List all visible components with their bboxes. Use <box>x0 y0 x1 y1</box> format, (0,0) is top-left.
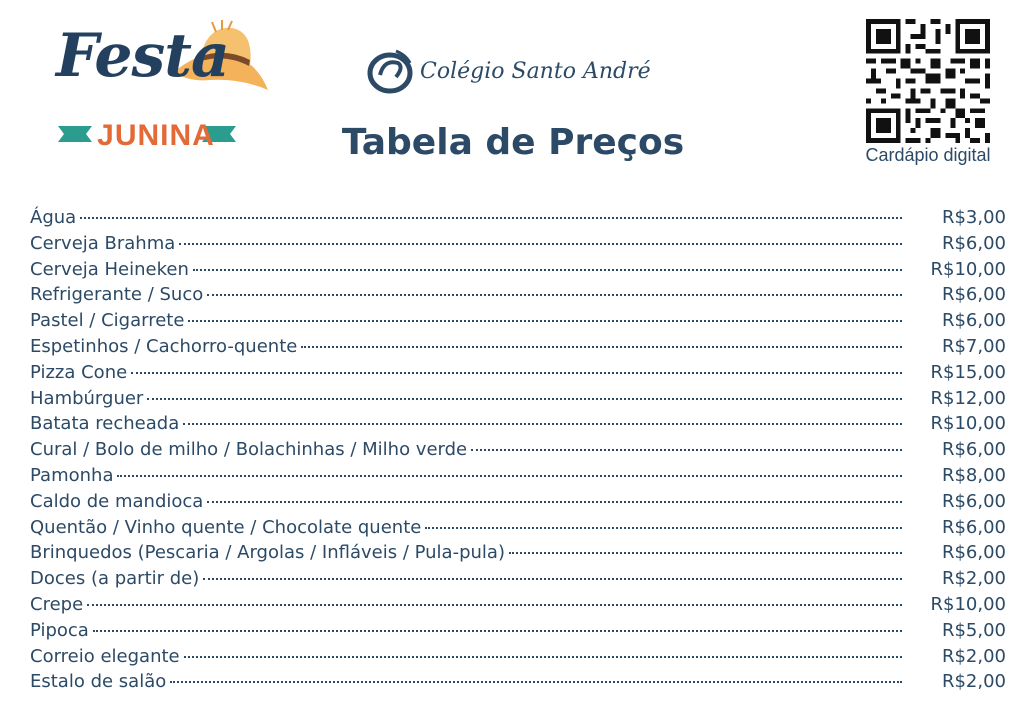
price-row <box>30 671 1006 697</box>
price-row <box>30 233 1006 259</box>
junina-banner-text: JUNINA <box>97 119 215 152</box>
item-price: R$6,00 <box>941 310 1006 332</box>
item-name: Crepe <box>30 593 84 615</box>
price-row <box>30 568 1006 594</box>
item-name: Cerveja Heineken <box>30 258 189 280</box>
item-price: R$2,00 <box>941 568 1006 590</box>
item-price: R$6,00 <box>941 284 1006 306</box>
item-name: Espetinhos / Cachorro-quente <box>30 335 298 357</box>
price-list <box>30 207 1006 697</box>
price-row <box>30 310 1006 336</box>
item-price: R$15,00 <box>930 361 1006 383</box>
dotted-leader <box>80 217 902 219</box>
item-price: R$6,00 <box>941 490 1006 512</box>
item-name: Pipoca <box>30 619 89 641</box>
qr-caption: Cardápio digital <box>865 145 991 165</box>
item-name: Batata recheada <box>30 413 180 435</box>
dotted-leader <box>203 578 902 580</box>
item-name: Cural / Bolo de milho / Bolachinhas / Milho verde <box>30 439 468 461</box>
price-row <box>30 388 1006 414</box>
price-row <box>30 413 1006 439</box>
item-name: Cerveja Brahma <box>30 232 176 254</box>
page-title: Tabela de Preços <box>341 122 685 163</box>
dotted-leader <box>188 320 902 322</box>
dotted-leader <box>170 681 902 683</box>
dotted-leader <box>207 294 902 296</box>
dotted-leader <box>184 656 902 658</box>
item-name: Refrigerante / Suco <box>30 284 204 306</box>
item-price: R$12,00 <box>930 387 1006 409</box>
dotted-leader <box>147 398 902 400</box>
college-logo <box>366 44 651 98</box>
item-price: R$10,00 <box>930 413 1006 435</box>
dotted-leader <box>193 269 902 271</box>
dotted-leader <box>301 346 902 348</box>
price-row <box>30 517 1006 543</box>
item-name: Brinquedos (Pescaria / Argolas / Infláveis / Pula-pula) <box>30 542 505 564</box>
price-row <box>30 491 1006 517</box>
dotted-leader <box>179 243 902 245</box>
dotted-leader <box>131 372 902 374</box>
item-price: R$8,00 <box>941 464 1006 486</box>
dotted-leader <box>425 527 902 529</box>
price-row <box>30 465 1006 491</box>
college-emblem-icon <box>366 47 414 95</box>
item-price: R$2,00 <box>941 671 1006 693</box>
item-name: Hambúrguer <box>30 387 144 409</box>
item-name: Pizza Cone <box>30 361 128 383</box>
dotted-leader <box>93 630 902 632</box>
price-row <box>30 439 1006 465</box>
item-price: R$5,00 <box>941 619 1006 641</box>
item-name: Pastel / Cigarrete <box>30 310 185 332</box>
price-row <box>30 362 1006 388</box>
price-row <box>30 620 1006 646</box>
item-price: R$7,00 <box>941 335 1006 357</box>
item-name: Pamonha <box>30 464 114 486</box>
dotted-leader <box>183 423 902 425</box>
price-row <box>30 594 1006 620</box>
item-price: R$6,00 <box>941 439 1006 461</box>
price-row <box>30 336 1006 362</box>
item-name: Estalo de salão <box>30 671 167 693</box>
item-price: R$6,00 <box>941 516 1006 538</box>
item-price: R$2,00 <box>941 645 1006 667</box>
price-row <box>30 259 1006 285</box>
item-name: Correio elegante <box>30 645 180 667</box>
price-row <box>30 207 1006 233</box>
festa-word: Festa <box>56 21 229 91</box>
item-name: Caldo de mandioca <box>30 490 204 512</box>
price-row <box>30 646 1006 672</box>
dotted-leader <box>117 475 902 477</box>
item-name: Quentão / Vinho quente / Chocolate quente <box>30 516 422 538</box>
college-name: Colégio Santo André <box>420 58 651 84</box>
item-price: R$10,00 <box>930 258 1006 280</box>
dotted-leader <box>471 449 902 451</box>
item-name: Doces (a partir de) <box>30 568 200 590</box>
price-row <box>30 542 1006 568</box>
item-name: Água <box>30 207 77 228</box>
item-price: R$3,00 <box>941 207 1006 228</box>
item-price: R$10,00 <box>930 593 1006 615</box>
price-row <box>30 284 1006 310</box>
qr-code-icon[interactable] <box>866 19 990 143</box>
dotted-leader <box>207 501 902 503</box>
item-price: R$6,00 <box>941 542 1006 564</box>
festa-junina-logo <box>52 20 272 160</box>
dotted-leader <box>509 552 902 554</box>
dotted-leader <box>87 604 902 606</box>
item-price: R$6,00 <box>941 232 1006 254</box>
